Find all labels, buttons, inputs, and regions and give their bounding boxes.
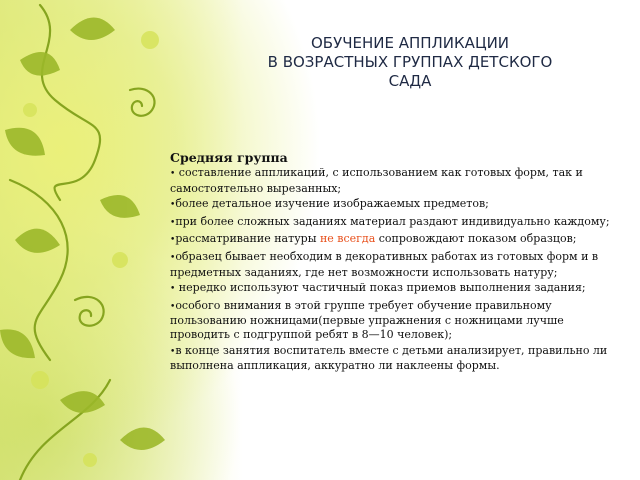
list-item-text: при более сложных заданиях материал раздают индивидуально каждому; — [175, 214, 610, 228]
leaf — [15, 229, 60, 253]
list-item — [170, 250, 610, 279]
vine-spiral — [130, 89, 155, 116]
bullet: • — [170, 346, 176, 357]
list-item-text: в конце занятия воспитатель вместе с детьми анализирует, правильно ли выполнена аппликация, аккуратно ли наклеены формы. — [170, 343, 608, 373]
leaf — [70, 18, 115, 41]
list-item — [170, 166, 610, 195]
list-item — [170, 197, 610, 213]
blossom — [83, 453, 97, 467]
bullet: • — [170, 235, 176, 246]
blossom — [141, 31, 159, 49]
leaf — [5, 128, 45, 156]
leaf — [60, 391, 105, 413]
title-line-2: В ВОЗРАСТНЫХ ГРУППАХ ДЕТСКОГО — [267, 53, 553, 71]
list-item — [170, 215, 610, 231]
vine-stem-bottom — [20, 380, 110, 480]
list-item-text: более детальное изучение изображаемых предметов; — [175, 197, 489, 211]
list-item — [170, 299, 610, 342]
vine-spiral-low — [75, 297, 104, 326]
list-item — [170, 232, 610, 248]
highlighted-text: не всегда — [319, 232, 376, 246]
list-item-text: сопровождают показом образцов; — [375, 232, 577, 246]
title-line-1: ОБУЧЕНИЕ АППЛИКАЦИИ — [310, 34, 510, 52]
leaf — [0, 329, 35, 358]
leaf — [20, 52, 60, 76]
title-line-3: САДА — [388, 72, 432, 90]
list-item-text: образец бывает необходим в декоративных работах из готовых форм и в предметных заданиях, где нет возможности использовать натуру; — [170, 249, 599, 279]
bullet: • — [170, 200, 176, 211]
bullet: • — [170, 252, 176, 263]
blossom — [112, 252, 128, 268]
bullet: • — [170, 217, 176, 228]
list-item — [170, 281, 610, 297]
leaf — [120, 428, 165, 451]
slide-title — [200, 34, 620, 91]
section-subtitle: Средняя группа — [170, 150, 288, 165]
bullet: • — [170, 301, 176, 312]
leaf — [100, 195, 140, 218]
bullet: • — [170, 284, 176, 295]
blossom — [31, 371, 49, 389]
list-item-text: рассматривание натуры — [175, 232, 320, 246]
bullet: • — [170, 169, 176, 179]
list-item-text: особого внимания в этой группе требует обучение правильному пользованию ножницами(первые упражнения с ножницами лучше проводить с подгруппой ребят в 8—10 человек); — [170, 298, 564, 341]
list-item — [170, 344, 610, 373]
list-item-text: нередко используют частичный показ приемов выполнения задания; — [175, 281, 586, 295]
blossom — [23, 103, 37, 117]
content-body — [170, 150, 610, 375]
list-item-text: составление аппликаций, с использованием как готовых форм, так и самостоятельно вырезанных; — [170, 166, 583, 195]
